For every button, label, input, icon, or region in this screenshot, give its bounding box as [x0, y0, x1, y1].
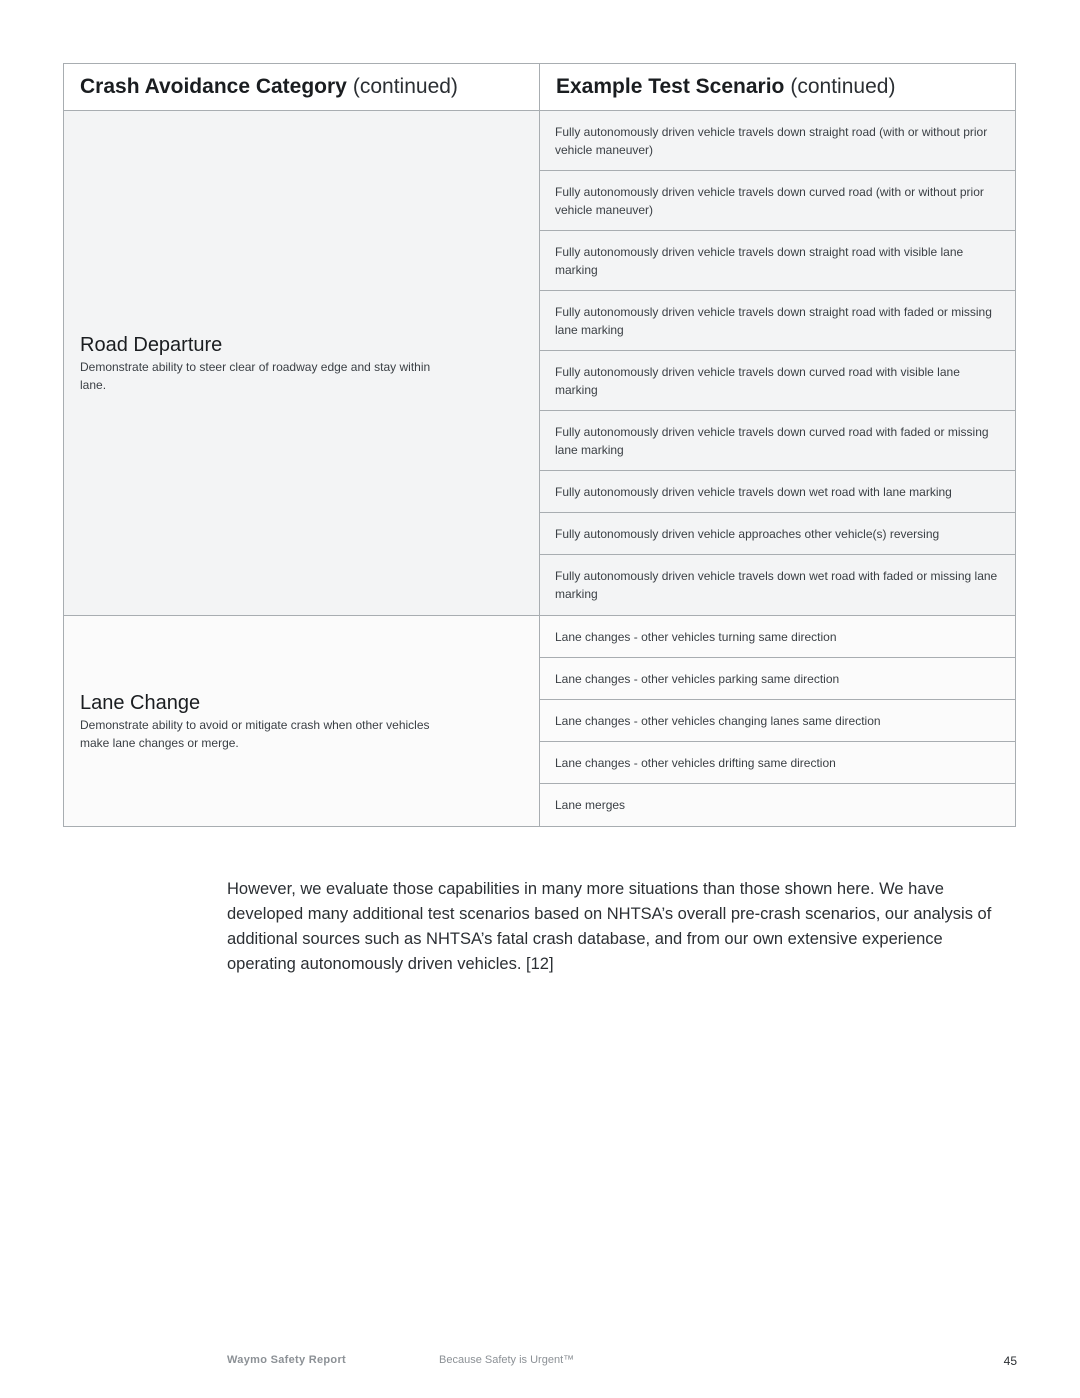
scenario-row: Fully autonomously driven vehicle travels down wet road with faded or missing lane marking — [540, 555, 1015, 615]
category-description: Demonstrate ability to avoid or mitigate crash when other vehicles make lane changes or merge. — [80, 717, 430, 750]
category-title: Road Departure — [80, 333, 223, 356]
scenario-row: Fully autonomously driven vehicle travels down straight road with visible lane marking — [540, 231, 1015, 291]
category-cell — [64, 616, 540, 826]
table-header — [64, 64, 1015, 111]
scenario-list — [540, 616, 1015, 826]
scenario-row: Lane changes - other vehicles parking same direction — [540, 658, 1015, 700]
scenario-row: Fully autonomously driven vehicle travels down curved road (with or without prior vehicle maneuver) — [540, 171, 1015, 231]
body-paragraph: However, we evaluate those capabilities in many more situations than those shown here. We have developed many additional test scenarios based on NHTSA’s overall pre-crash scenarios, our analysis of additional sources such as NHTSA’s fatal crash database, and from our own extensive experience operating autonomously driven vehicles. [12] — [227, 879, 992, 973]
category-header-continued: (continued) — [352, 75, 458, 98]
scenario-column-header — [540, 64, 1015, 110]
scenario-table — [63, 63, 1016, 827]
category-title: Lane Change — [80, 691, 201, 714]
category-group-road-departure — [64, 111, 1015, 616]
scenario-header-label: Example Test Scenario — [556, 75, 785, 98]
scenario-row: Fully autonomously driven vehicle travels down curved road with visible lane marking — [540, 351, 1015, 411]
scenario-header-continued: (continued) — [790, 75, 896, 98]
category-column-header — [64, 64, 540, 110]
scenario-row: Lane changes - other vehicles drifting same direction — [540, 742, 1015, 784]
category-header-label: Crash Avoidance Category — [80, 75, 347, 98]
category-cell — [64, 111, 540, 615]
scenario-row: Lane changes - other vehicles changing lanes same direction — [540, 700, 1015, 742]
scenario-row: Fully autonomously driven vehicle approaches other vehicle(s) reversing — [540, 513, 1015, 555]
page-number: 45 — [1003, 1354, 1017, 1368]
footer-tagline: Because Safety is Urgent™ — [439, 1354, 575, 1366]
category-group-lane-change — [64, 616, 1015, 826]
footer-report-title: Waymo Safety Report — [227, 1354, 346, 1366]
scenario-row: Fully autonomously driven vehicle travels down curved road with faded or missing lane marking — [540, 411, 1015, 471]
scenario-row: Fully autonomously driven vehicle travels down straight road with faded or missing lane marking — [540, 291, 1015, 351]
category-description: Demonstrate ability to steer clear of roadway edge and stay within lane. — [80, 359, 431, 392]
scenario-row: Fully autonomously driven vehicle travels down wet road with lane marking — [540, 471, 1015, 513]
scenario-row: Lane merges — [540, 784, 1015, 826]
scenario-row: Fully autonomously driven vehicle travels down straight road (with or without prior vehicle maneuver) — [540, 111, 1015, 171]
scenario-list — [540, 111, 1015, 615]
scenario-row: Lane changes - other vehicles turning same direction — [540, 616, 1015, 658]
